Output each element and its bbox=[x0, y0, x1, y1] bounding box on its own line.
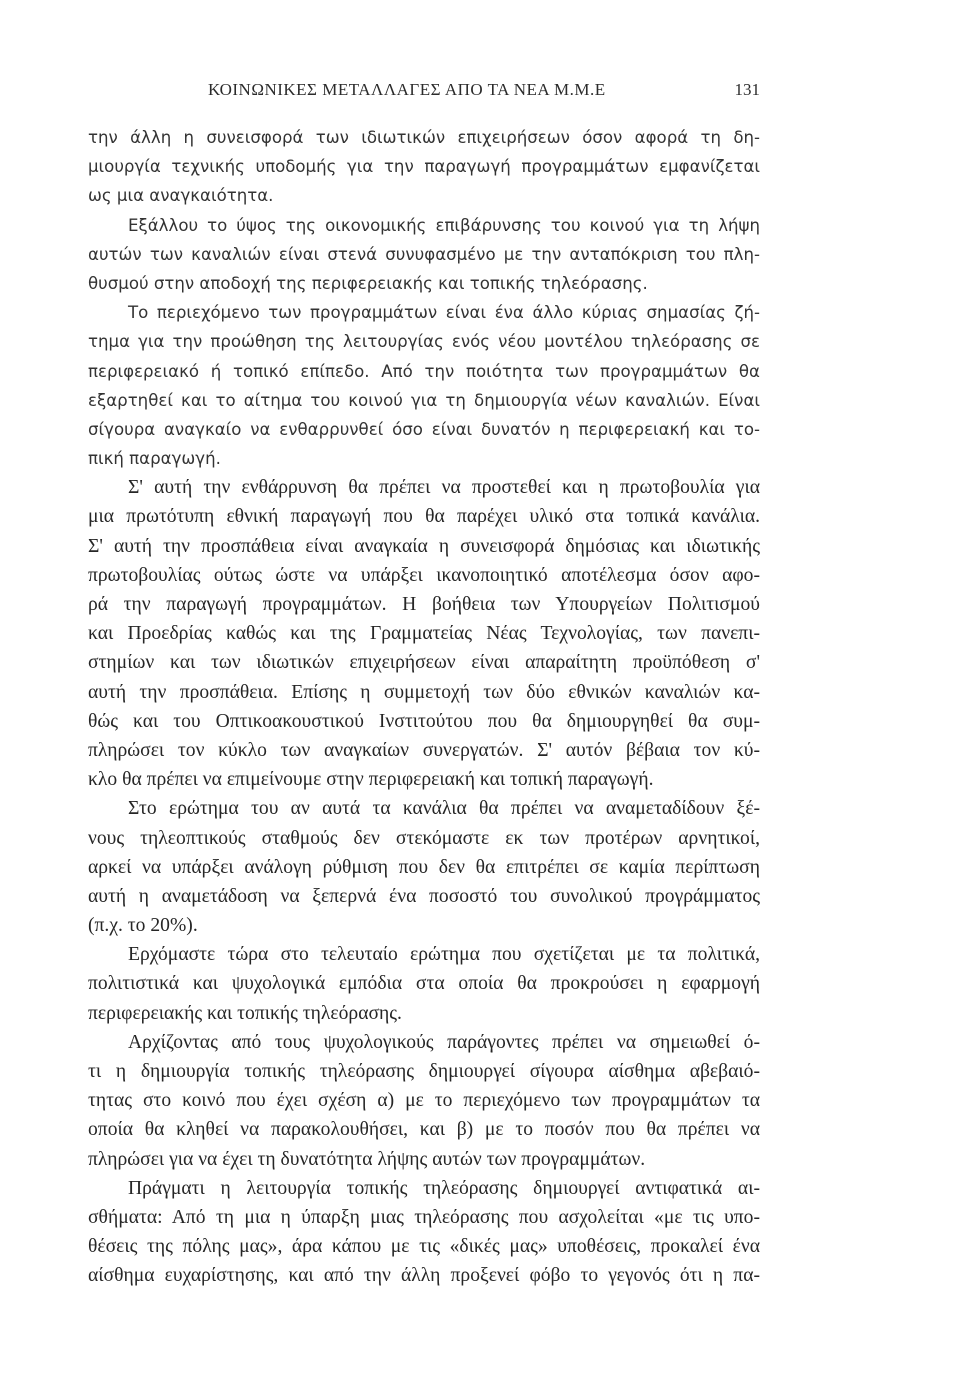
text-line: Σ' αυτή την προσπάθεια είναι αναγκαία η συνεισφορά δημόσιας και ιδιωτικής bbox=[88, 535, 760, 557]
page-number: 131 bbox=[734, 80, 760, 99]
text-line: Το περιεχόμενο των προγραμμάτων είναι ένα άλλο κύριας σημασίας ζή- bbox=[128, 303, 760, 323]
text-line: τητας στο κοινό που έχει σχέση α) με το περιεχόμενο των προγραμμάτων τα bbox=[88, 1090, 760, 1112]
text-line: θώς και του Οπτικοακουστικού Ινστιτούτου που θα δημιουργηθεί θα συμ- bbox=[88, 710, 760, 732]
text-line: Στο ερώτημα του αν αυτά τα κανάλια θα πρέπει να αναμεταδίδουν ξέ- bbox=[128, 798, 760, 820]
text-line: σίγουρα αναγκαίο να ενθαρρυνθεί όσο είναι δυνατόν η περιφερειακή και το- bbox=[88, 419, 760, 439]
text-line: Πράγματι η λειτουργία τοπικής τηλεόρασης δημιουργεί αντιφατικά αι- bbox=[128, 1177, 760, 1199]
text-line: Εξάλλου το ύψος της οικονομικής επιβάρυνσης του κοινού για τη λήψη bbox=[128, 215, 760, 235]
text-line: Σ' αυτή την ενθάρρυνση θα πρέπει να προστεθεί και η πρωτοβουλία για bbox=[128, 477, 760, 499]
text-line: και Προεδρίας καθώς και της Γραμματείας Νέας Τεχνολογίας, των πανεπι- bbox=[88, 623, 760, 645]
text-line: περιφερειακής και τοπικής τηλεόρασης. bbox=[88, 1002, 402, 1024]
text-line: σθήματα: Από τη μια η ύπαρξη μιας τηλεόρασης που ασχολείται «με τις υπο- bbox=[88, 1206, 760, 1228]
text-line: νους τηλεοπτικούς σταθμούς δεν στεκόμαστε εκ των προτέρων αρνητικοί, bbox=[88, 827, 760, 849]
text-line: πρωτοβουλίας ούτως ώστε να υπάρξει ικανοποιητικό αποτέλεσμα όσον αφο- bbox=[88, 564, 760, 586]
running-header bbox=[88, 80, 760, 104]
text-line: την άλλη η συνεισφορά των ιδιωτικών επιχειρήσεων όσον αφορά τη δη- bbox=[88, 128, 760, 147]
text-line: ρά την παραγωγή προγραμμάτων. Η βοήθεια των Υπουργείων Πολιτισμού bbox=[88, 594, 760, 615]
text-line: πική παραγωγή. bbox=[88, 449, 221, 469]
text-line: πληρώσει τον κύκλο των αναγκαίων συνεργατών. Σ' αυτόν βέβαια τον κύ- bbox=[88, 739, 760, 761]
text-line: μιουργία τεχνικής υποδομής για την παραγωγή προγραμμάτων εμφανίζεται bbox=[88, 157, 760, 177]
body-text bbox=[88, 123, 760, 1291]
running-title: ΚΟΙΝΩΝΙΚΕΣ ΜΕΤΑΛΛΑΓΕΣ ΑΠΟ ΤΑ ΝΕΑ Μ.Μ.Ε bbox=[208, 80, 606, 99]
text-line: αυτών των καναλιών είναι στενά συνυφασμένο με την ανταπόκριση του πλη- bbox=[88, 244, 760, 264]
text-line: αυτή η αναμετάδοση να ξεπερνά ένα ποσοστό του συνολικού προγράμματος bbox=[88, 885, 760, 907]
text-line: (π.χ. το 20%). bbox=[88, 915, 198, 937]
text-line: εξαρτηθεί και το αίτημα του κοινού για τη δημιουργία νέων καναλιών. Είναι bbox=[88, 390, 760, 410]
text-line: κλο θα πρέπει να επιμείνουμε στην περιφερειακή και τοπική παραγωγή. bbox=[88, 769, 654, 791]
text-line: μια πρωτότυπη εθνική παραγωγή που θα παρέχει υλικό στα τοπικά κανάλια. bbox=[88, 506, 760, 528]
text-line: στημίων και των ιδιωτικών επιχειρήσεων είναι απαραίτητη προϋπόθεση σ' bbox=[88, 652, 760, 674]
text-line: τι η δημιουργία τοπικής τηλεόρασης δημιουργεί σίγουρα αίσθημα αβεβαιό- bbox=[88, 1061, 760, 1082]
text-line: πολιτιστικά και ψυχολογικά εμπόδια στα οποία θα προκρούσει η εφαρμογή bbox=[88, 973, 760, 995]
text-line: περιφερειακό ή τοπικό επίπεδο. Από την ποιότητα των προγραμμάτων θα bbox=[88, 361, 760, 381]
text-line: πληρώσει για να έχει τη δυνατότητα λήψης αυτών των προγραμμάτων. bbox=[88, 1148, 646, 1170]
text-line: ως μια αναγκαιότητα. bbox=[88, 186, 274, 206]
text-line: αυτή την προσπάθεια. Επίσης η συμμετοχή των δύο εθνικών καναλιών κα- bbox=[88, 681, 760, 703]
text-line: οποία θα κληθεί να παρακολουθήσει, και β) με το ποσόν που θα πρέπει να bbox=[88, 1119, 760, 1141]
text-line: τημα για την προώθηση της λειτουργίας ενός νέου μοντέλου τηλεόρασης σε bbox=[88, 332, 760, 352]
text-line: αίσθημα ευχαρίστησης, και από την άλλη προξενεί φόβο το γεγονός ότι η πα- bbox=[88, 1265, 760, 1287]
text-line: θυσμού στην αποδοχή της περιφερειακής και τοπικής τηλεόρασης. bbox=[88, 273, 648, 293]
text-line: Ερχόμαστε τώρα στο τελευταίο ερώτημα που σχετίζεται με τα πολιτικά, bbox=[128, 944, 760, 966]
text-line: αρκεί να υπάρξει ανάλογη ρύθμιση που δεν θα επιτρέπει σε καμία περίπτωση bbox=[88, 856, 760, 878]
text-line: Αρχίζοντας από τους ψυχολογικούς παράγοντες πρέπει να σημειωθεί ό- bbox=[128, 1031, 760, 1053]
text-line: θέσεις της πόλης μας», άρα κάπου με τις «δικές μας» υποθέσεις, προκαλεί ένα bbox=[88, 1236, 760, 1258]
